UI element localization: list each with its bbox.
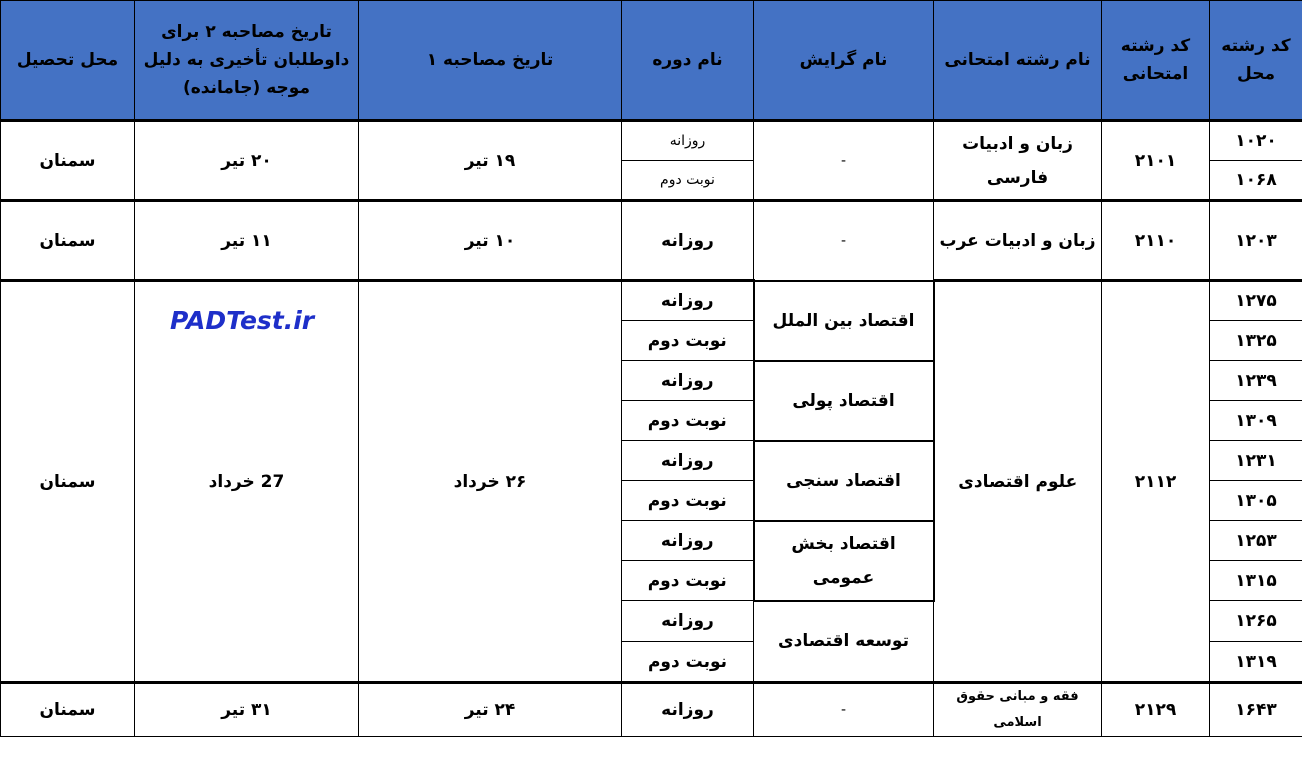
course-cell: نوبت دوم <box>622 481 754 521</box>
watermark-text: PADTest.ir <box>170 306 315 335</box>
date1-cell: ۲۶ خرداد <box>359 281 622 683</box>
date2-cell: 27 خرداد <box>135 281 359 683</box>
code-cell: ۱۲۰۳ <box>1210 201 1302 281</box>
code-cell: ۱۶۴۳ <box>1210 683 1302 737</box>
course-cell: روزانه <box>622 281 754 321</box>
code-cell: ۱۲۷۵ <box>1210 281 1302 321</box>
table-row <box>1 121 1302 161</box>
orientation-cell: توسعه اقتصادی <box>754 601 934 683</box>
header-code-mahal: کد رشته محل <box>1210 1 1302 121</box>
course-cell: روزانه <box>622 201 754 281</box>
orientation-cell: - <box>754 201 934 281</box>
exam-name-cell: زبان و ادبیات فارسی <box>934 121 1102 201</box>
course-cell: نوبت دوم <box>622 161 754 201</box>
header-orientation: نام گرایش <box>754 1 934 121</box>
course-cell: نوبت دوم <box>622 561 754 601</box>
date2-cell: ۱۱ تیر <box>135 201 359 281</box>
place-cell: سمنان <box>1 281 135 683</box>
code-cell: ۱۳۰۵ <box>1210 481 1302 521</box>
table-row <box>1 683 1302 737</box>
exam-name-cell: علوم اقتصادی <box>934 281 1102 683</box>
code-cell: ۱۲۳۹ <box>1210 361 1302 401</box>
date1-cell: ۱۹ تیر <box>359 121 622 201</box>
orientation-cell: اقتصاد سنجی <box>754 441 934 521</box>
header-date1: تاریخ مصاحبه ۱ <box>359 1 622 121</box>
orientation-cell: اقتصاد بین الملل <box>754 281 934 361</box>
course-cell: روزانه <box>622 521 754 561</box>
code-cell: ۱۲۳۱ <box>1210 441 1302 481</box>
header-row <box>1 1 1302 121</box>
course-cell: روزانه <box>622 601 754 642</box>
date1-cell: ۲۴ تیر <box>359 683 622 737</box>
exam-code-cell: ۲۱۱۲ <box>1102 281 1210 683</box>
date1-cell: ۱۰ تیر <box>359 201 622 281</box>
place-cell: سمنان <box>1 121 135 201</box>
header-date2: تاریخ مصاحبه ۲ برای داوطلبان تأخیری به دلیل موجه (جامانده) <box>135 1 359 121</box>
table-row <box>1 201 1302 281</box>
code-cell: ۱۲۶۵ <box>1210 601 1302 642</box>
exam-code-cell: ۲۱۰۱ <box>1102 121 1210 201</box>
place-cell: سمنان <box>1 201 135 281</box>
code-cell: ۱۳۱۹ <box>1210 642 1302 683</box>
code-cell: ۱۳۰۹ <box>1210 401 1302 441</box>
course-cell: نوبت دوم <box>622 642 754 683</box>
date2-cell: ۲۰ تیر <box>135 121 359 201</box>
course-cell: نوبت دوم <box>622 401 754 441</box>
code-cell: ۱۰۶۸ <box>1210 161 1302 201</box>
header-exam-name: نام رشته امتحانی <box>934 1 1102 121</box>
header-course: نام دوره <box>622 1 754 121</box>
orientation-cell: - <box>754 683 934 737</box>
orientation-cell: اقتصاد بخش عمومی <box>754 521 934 601</box>
course-cell: روزانه <box>622 441 754 481</box>
course-cell: نوبت دوم <box>622 321 754 361</box>
place-cell: سمنان <box>1 683 135 737</box>
exam-name-cell: زبان و ادبیات عرب <box>934 201 1102 281</box>
orientation-cell: - <box>754 121 934 201</box>
date2-cell: ۳۱ تیر <box>135 683 359 737</box>
code-cell: ۱۳۱۵ <box>1210 561 1302 601</box>
course-cell: روزانه <box>622 683 754 737</box>
code-cell: ۱۳۲۵ <box>1210 321 1302 361</box>
exam-name-cell: فقه و مبانی حقوق اسلامی <box>934 683 1102 737</box>
course-cell: روزانه <box>622 121 754 161</box>
code-cell: ۱۰۲۰ <box>1210 121 1302 161</box>
header-exam-code: کد رشته امتحانی <box>1102 1 1210 121</box>
course-cell: روزانه <box>622 361 754 401</box>
code-cell: ۱۲۵۳ <box>1210 521 1302 561</box>
exam-code-cell: ۲۱۲۹ <box>1102 683 1210 737</box>
header-place: محل تحصیل <box>1 1 135 121</box>
exam-code-cell: ۲۱۱۰ <box>1102 201 1210 281</box>
orientation-cell: اقتصاد پولی <box>754 361 934 441</box>
